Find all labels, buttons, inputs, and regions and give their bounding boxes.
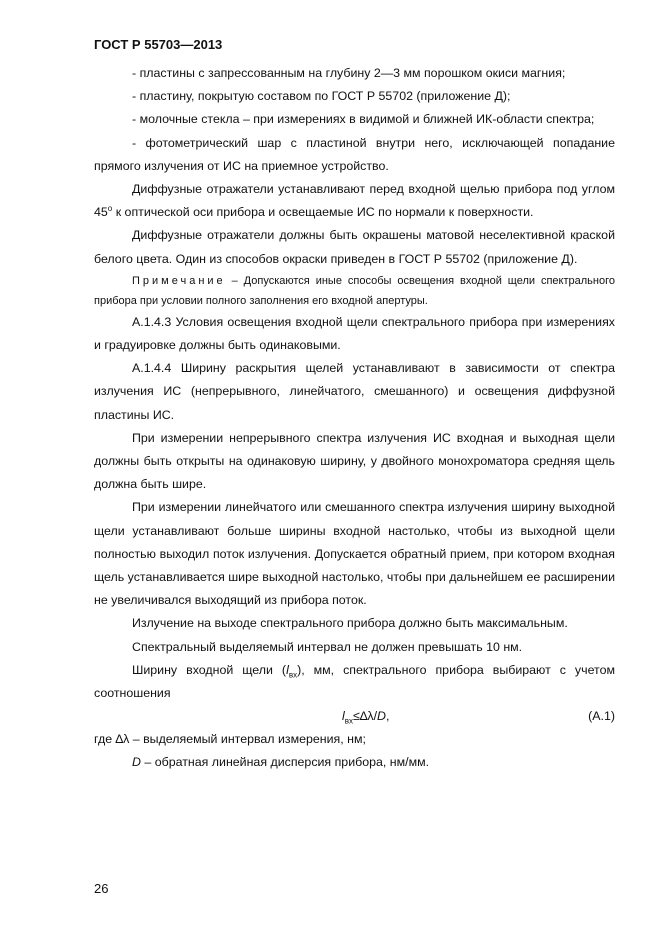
var-D: D [132, 755, 141, 770]
where-line: где ∆λ – выделяемый интервал измерения, нм; [94, 732, 366, 747]
document-header: ГОСТ Р 55703—2013 [94, 37, 223, 52]
text: – обратная линейная дисперсия прибора, нм/мм. [140, 755, 430, 770]
paragraph: - пластины с запрессованным на глубину 2—3 мм порошком окиси магния; [132, 66, 566, 80]
paragraph: - фотометрический шар с пластиной внутри него, исключающей попадание прямого излучения от ИС на приемное устройство. [94, 135, 615, 173]
formula-tail: , [386, 709, 390, 724]
paragraph: А.1.4.3 Условия освещения входной щели спектрального прибора при измерениях и градуировке должны быть одинаковыми. [94, 314, 615, 353]
text: Ширину входной щели ( [132, 662, 287, 677]
formula [94, 705, 615, 728]
note [94, 271, 615, 311]
paragraph: При измерении линейчатого или смешанного спектра излучения ширину выходной щели устанавливают больше ширины входной настолько, чтобы из выходной щели полностью выходил поток излучения. Допускается обратный прием, при котором входная щель устанавливается шире выходной настолько, чтобы при дальнейшем ее расширении не увеличивался выходящий из прибора поток. [94, 500, 615, 608]
formula-number: (А.1) [588, 709, 615, 724]
paragraph [94, 178, 615, 224]
text: к оптической оси прибора и освещаемые ИС по нормали к поверхности. [112, 205, 534, 220]
formula-D: D [377, 709, 386, 724]
paragraph [94, 659, 615, 705]
formula-var: l [342, 709, 345, 724]
note-text: – Допускаются иные способы освещения входной щели спектрального прибора при условии полного заполнения его входной апертуры. [94, 274, 615, 307]
formula-rel: ≤∆λ/ [353, 709, 378, 724]
var-l: l [286, 662, 289, 677]
where-line [94, 751, 615, 774]
paragraph: - пластину, покрытую составом по ГОСТ Р 55702 (приложение Д); [132, 89, 511, 104]
paragraph: При измерении непрерывного спектра излучения ИС входная и выходная щели должны быть открыты на одинаковую ширину, у двойного монохроматора средняя щель должна быть шире. [94, 430, 615, 492]
formula-expression [342, 705, 389, 728]
paragraph: Диффузные отражатели должны быть окрашены матовой неселективной краской белого цвета. Один из способов окраски приведен в ГОСТ Р 55702 (приложение Д). [94, 228, 615, 266]
text: ), мм, спектрального прибора выбирают с учетом соотношения [94, 662, 615, 701]
note-label: Примечание [132, 274, 226, 287]
paragraph: - молочные стекла – при измерениях в видимой и ближней ИК-области спектра; [132, 112, 595, 127]
text: Диффузные отражатели устанавливают перед входной щелью прибора под углом 45 [94, 182, 615, 220]
degree-sup: о [107, 204, 113, 214]
var-sub: вх [288, 670, 298, 680]
document-body [94, 62, 615, 775]
paragraph: Спектральный выделяемый интервал не должен превышать 10 нм. [132, 639, 523, 654]
formula-sub: вх [344, 716, 354, 726]
page-number: 26 [94, 881, 109, 896]
paragraph: Излучение на выходе спектрального прибора должно быть максимальным. [132, 616, 568, 631]
paragraph: А.1.4.4 Ширину раскрытия щелей устанавливают в зависимости от спектра излучения ИС (непрерывного, линейчатого, смешанного) и освещения диффузной пластины ИС. [94, 361, 615, 422]
